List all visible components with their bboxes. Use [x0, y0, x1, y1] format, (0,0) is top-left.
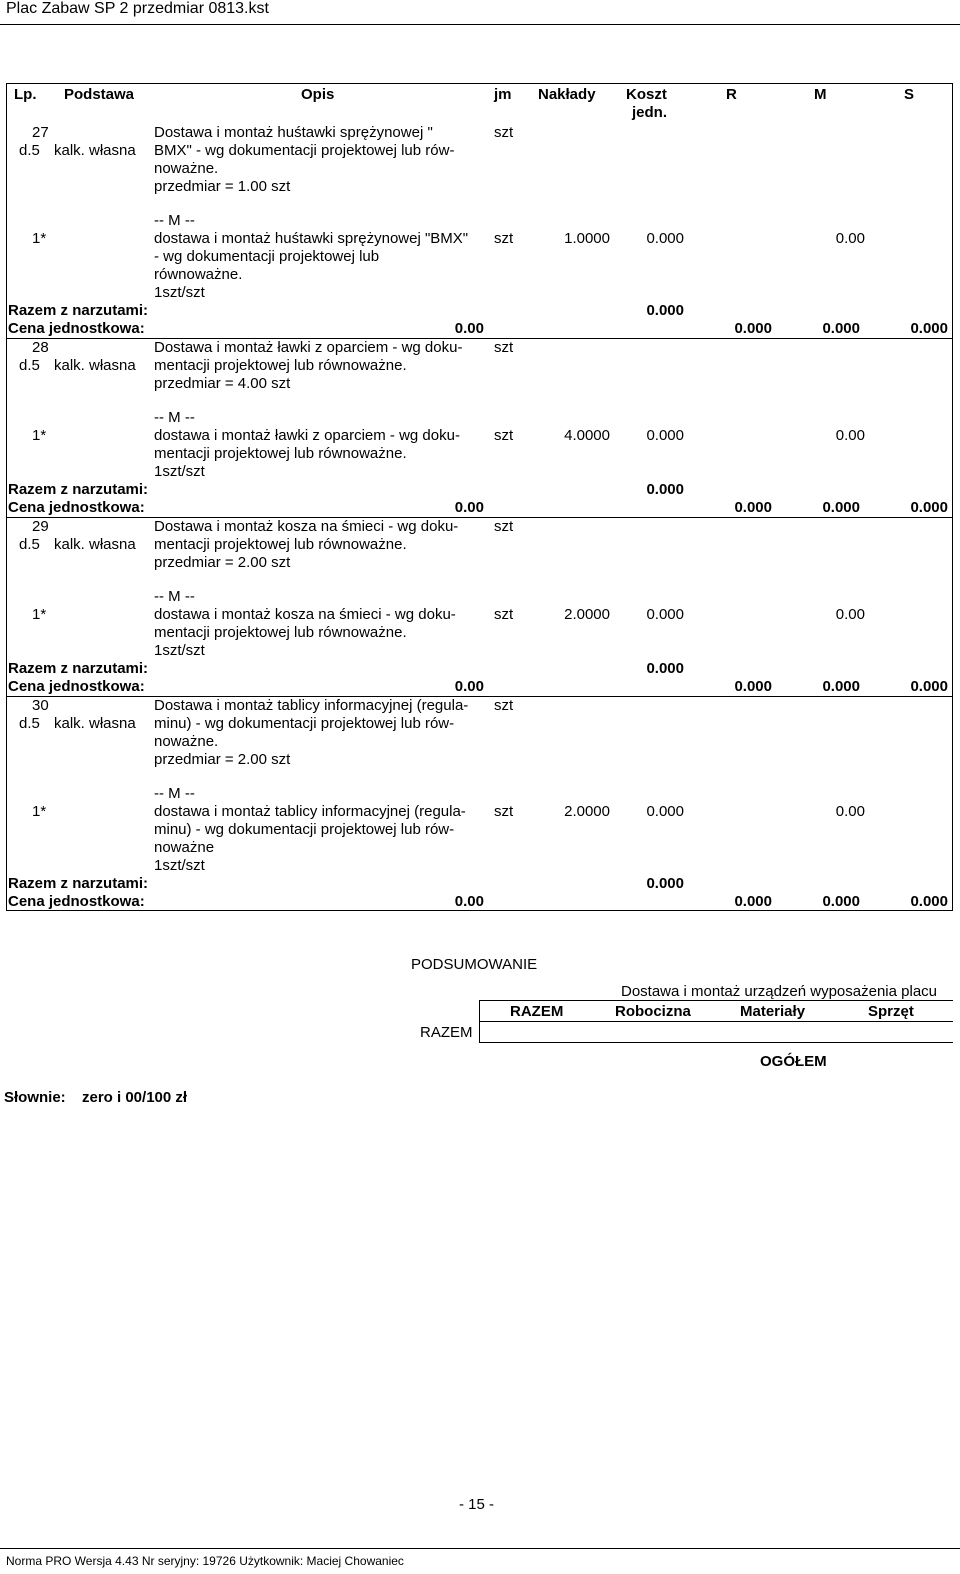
resource-type-marker: -- M --	[154, 212, 195, 229]
sub-opis-line: równoważne.	[154, 266, 243, 283]
razem-value: 0.000	[646, 660, 684, 677]
footer-divider	[0, 1548, 960, 1549]
col-header-jm: jm	[494, 86, 512, 103]
cena-s: 0.000	[910, 893, 948, 910]
item-divider	[6, 338, 953, 339]
cena-label: Cena jednostkowa:	[8, 893, 145, 910]
sub-m-value: 0.00	[835, 803, 865, 820]
cena-value: 0.00	[454, 678, 484, 695]
cena-m: 0.000	[822, 499, 860, 516]
sub-jm: szt	[494, 606, 514, 623]
col-header-podstawa: Podstawa	[64, 86, 135, 103]
razem-label: Razem z narzutami:	[8, 481, 149, 498]
sub-opis-line: dostawa i montaż ławki z oparciem - wg doku-	[154, 427, 460, 444]
item-d: d.5	[19, 715, 40, 732]
sub-m-value: 0.00	[835, 230, 865, 247]
cena-label: Cena jednostkowa:	[8, 320, 145, 337]
sub-naklady: 4.0000	[564, 427, 610, 444]
sub-m-value: 0.00	[835, 606, 865, 623]
item-d: d.5	[19, 357, 40, 374]
sub-opis-line: 1szt/szt	[154, 463, 205, 480]
cena-label: Cena jednostkowa:	[8, 678, 145, 695]
cena-m: 0.000	[822, 678, 860, 695]
table-left-border	[6, 83, 7, 911]
sub-opis-line: 1szt/szt	[154, 284, 205, 301]
cena-r: 0.000	[734, 678, 772, 695]
cena-label: Cena jednostkowa:	[8, 499, 145, 516]
item-opis-line: przedmiar = 1.00 szt	[154, 178, 291, 195]
item-jm: szt	[494, 697, 514, 714]
item-lp: 29	[32, 518, 49, 535]
summary-caption: Dostawa i montaż urządzeń wyposażenia placu	[621, 983, 938, 1000]
summary-col-razem: RAZEM	[510, 1003, 564, 1020]
item-podstawa: kalk. własna	[54, 715, 136, 732]
col-header-s: S	[904, 86, 915, 103]
sub-opis-line: - wg dokumentacji projektowej lub	[154, 248, 380, 265]
item-opis-line: przedmiar = 2.00 szt	[154, 751, 291, 768]
col-header-r: R	[726, 86, 737, 103]
cena-r: 0.000	[734, 499, 772, 516]
cena-m: 0.000	[822, 893, 860, 910]
item-divider	[6, 517, 953, 518]
item-d: d.5	[19, 536, 40, 553]
sub-lp: 1*	[32, 803, 47, 820]
cena-value: 0.00	[454, 499, 484, 516]
razem-label: Razem z narzutami:	[8, 302, 149, 319]
cena-r: 0.000	[734, 893, 772, 910]
cena-value: 0.00	[454, 320, 484, 337]
item-d: d.5	[19, 142, 40, 159]
sub-naklady: 2.0000	[564, 606, 610, 623]
cena-m: 0.000	[822, 320, 860, 337]
summary-col-robocizna: Robocizna	[615, 1003, 691, 1020]
sub-koszt: 0.000	[646, 427, 684, 444]
item-opis-line: Dostawa i montaż ławki z oparciem - wg doku-	[154, 339, 463, 356]
title-divider	[0, 24, 960, 25]
sub-opis-line: noważne	[154, 839, 215, 856]
summary-row-label: RAZEM	[420, 1024, 473, 1041]
col-header-koszt-jedn: jedn.	[632, 104, 668, 121]
razem-label: Razem z narzutami:	[8, 875, 149, 892]
summary-total-label: OGÓŁEM	[760, 1053, 827, 1070]
cena-value: 0.00	[454, 893, 484, 910]
sub-opis-line: 1szt/szt	[154, 857, 205, 874]
table-right-border	[952, 83, 953, 911]
cena-r: 0.000	[734, 320, 772, 337]
document-title: Plac Zabaw SP 2 przedmiar 0813.kst	[6, 0, 269, 17]
item-opis-line: Dostawa i montaż huśtawki sprężynowej "	[154, 124, 433, 141]
item-podstawa: kalk. własna	[54, 357, 136, 374]
sub-lp: 1*	[32, 427, 47, 444]
page-number: - 15 -	[459, 1496, 495, 1513]
col-header-opis: Opis	[301, 86, 335, 103]
item-opis-line: przedmiar = 4.00 szt	[154, 375, 291, 392]
footer-text: Norma PRO Wersja 4.43 Nr seryjny: 19726 Użytkownik: Maciej Chowaniec	[6, 1554, 404, 1568]
item-lp: 30	[32, 697, 49, 714]
resource-type-marker: -- M --	[154, 588, 195, 605]
item-divider	[6, 696, 953, 697]
sub-opis-line: dostawa i montaż huśtawki sprężynowej "BMX"	[154, 230, 469, 247]
item-opis-line: minu) - wg dokumentacji projektowej lub rów-	[154, 715, 455, 732]
sub-lp: 1*	[32, 606, 47, 623]
razem-value: 0.000	[646, 481, 684, 498]
item-jm: szt	[494, 518, 514, 535]
sub-opis-line: mentacji projektowej lub równoważne.	[154, 624, 407, 641]
slownie-value: zero i 00/100 zł	[82, 1089, 188, 1106]
sub-naklady: 1.0000	[564, 230, 610, 247]
item-lp: 27	[32, 124, 49, 141]
cena-s: 0.000	[910, 320, 948, 337]
sub-naklady: 2.0000	[564, 803, 610, 820]
cena-s: 0.000	[910, 499, 948, 516]
sub-opis-line: dostawa i montaż kosza na śmieci - wg doku-	[154, 606, 456, 623]
sub-opis-line: 1szt/szt	[154, 642, 205, 659]
item-opis-line: mentacji projektowej lub równoważne.	[154, 357, 407, 374]
sub-opis-line: minu) - wg dokumentacji projektowej lub rów-	[154, 821, 455, 838]
slownie-label: Słownie:	[4, 1089, 66, 1106]
resource-type-marker: -- M --	[154, 409, 195, 426]
item-opis-line: przedmiar = 2.00 szt	[154, 554, 291, 571]
sub-jm: szt	[494, 230, 514, 247]
summary-left-border	[479, 1000, 480, 1043]
summary-bottom-border	[479, 1042, 953, 1043]
summary-top-border	[479, 1000, 953, 1001]
item-lp: 28	[32, 339, 49, 356]
summary-heading: PODSUMOWANIE	[411, 956, 538, 973]
col-header-naklady: Nakłady	[538, 86, 596, 103]
item-podstawa: kalk. własna	[54, 536, 136, 553]
sub-lp: 1*	[32, 230, 47, 247]
item-opis-line: mentacji projektowej lub równoważne.	[154, 536, 407, 553]
item-opis-line: noważne.	[154, 160, 219, 177]
cena-s: 0.000	[910, 678, 948, 695]
sub-koszt: 0.000	[646, 230, 684, 247]
sub-opis-line: mentacji projektowej lub równoważne.	[154, 445, 407, 462]
col-header-lp: Lp.	[14, 86, 37, 103]
sub-m-value: 0.00	[835, 427, 865, 444]
item-jm: szt	[494, 124, 514, 141]
summary-header-border	[479, 1021, 953, 1022]
col-header-m: M	[814, 86, 827, 103]
item-opis-line: Dostawa i montaż tablicy informacyjnej (regula-	[154, 697, 469, 714]
sub-jm: szt	[494, 803, 514, 820]
col-header-koszt: Koszt	[626, 86, 667, 103]
sub-opis-line: dostawa i montaż tablicy informacyjnej (regula-	[154, 803, 466, 820]
resource-type-marker: -- M --	[154, 785, 195, 802]
sub-koszt: 0.000	[646, 803, 684, 820]
razem-label: Razem z narzutami:	[8, 660, 149, 677]
item-opis-line: Dostawa i montaż kosza na śmieci - wg doku-	[154, 518, 459, 535]
item-jm: szt	[494, 339, 514, 356]
sub-jm: szt	[494, 427, 514, 444]
table-top-border	[6, 83, 953, 84]
item-podstawa: kalk. własna	[54, 142, 136, 159]
razem-value: 0.000	[646, 875, 684, 892]
summary-col-sprzet: Sprzęt	[868, 1003, 914, 1020]
item-opis-line: noważne.	[154, 733, 219, 750]
item-opis-line: BMX" - wg dokumentacji projektowej lub rów-	[154, 142, 455, 159]
sub-koszt: 0.000	[646, 606, 684, 623]
razem-value: 0.000	[646, 302, 684, 319]
summary-col-materialy: Materiały	[740, 1003, 806, 1020]
